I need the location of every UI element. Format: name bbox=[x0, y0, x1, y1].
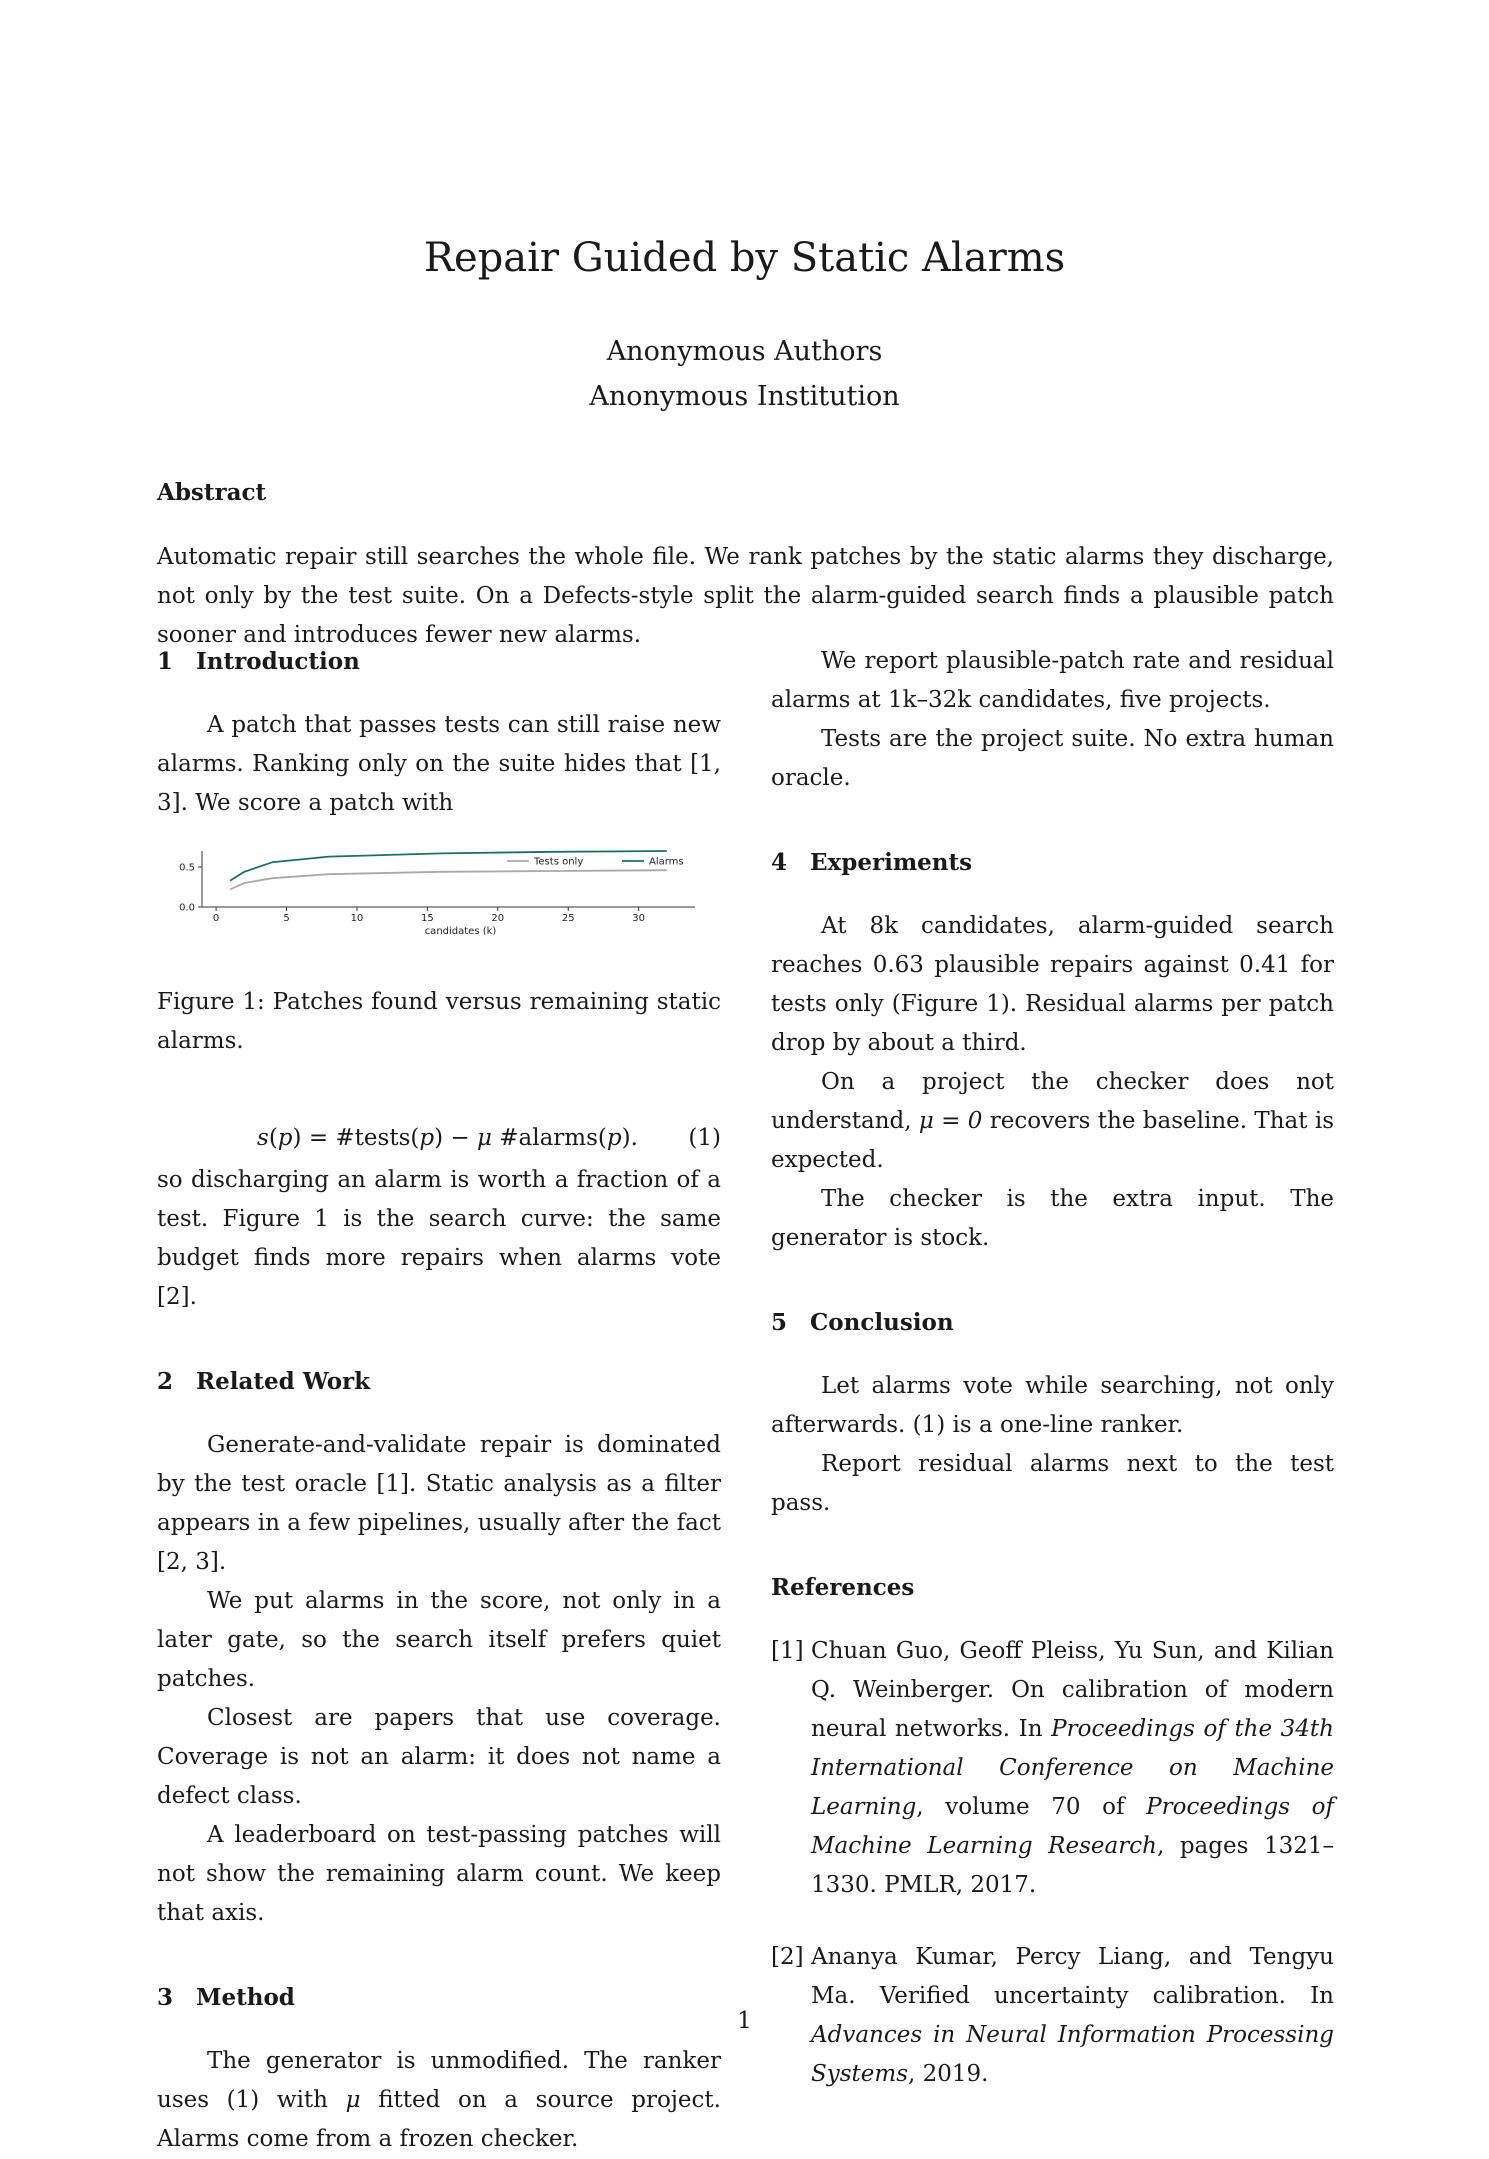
right-column bbox=[771, 642, 1334, 2094]
section-heading-introduction bbox=[157, 642, 721, 681]
section-title: Method bbox=[196, 1984, 295, 2011]
conclusion-paragraph-1: Let alarms vote while searching, not only afterwards. (1) is a one-line ranker. bbox=[771, 1373, 1334, 1438]
experiments-paragraph-2: On a project the checker does not understand, μ = 0 recovers the baseline. That is expected. bbox=[771, 1069, 1334, 1173]
section-number: 4 bbox=[771, 849, 788, 876]
section-title: Experiments bbox=[810, 849, 973, 876]
author-name: Anonymous Authors bbox=[606, 336, 883, 367]
intro-paragraph-1: A patch that passes tests can still raise new alarms. Ranking only on the suite hides that [1, 3]. We score a patch with bbox=[157, 712, 721, 816]
x-tick-label: 0 bbox=[212, 913, 220, 924]
x-tick-label: 15 bbox=[421, 913, 434, 924]
method-paragraph-2: We report plausible-patch rate and residual alarms at 1k–32k candidates, five projects. bbox=[771, 648, 1334, 713]
search-curve-chart bbox=[157, 845, 721, 935]
section-heading-conclusion bbox=[771, 1303, 1334, 1342]
page-number: 1 bbox=[737, 2008, 752, 2034]
equation-number: (1) bbox=[688, 1125, 721, 1151]
x-tick-label: 10 bbox=[350, 913, 364, 924]
section-heading-related-work bbox=[157, 1362, 721, 1401]
conclusion-paragraph-2: Report residual alarms next to the test pass. bbox=[771, 1451, 1334, 1516]
related-paragraph-1: Generate-and-validate repair is dominated by the test oracle [1]. Static analysis as a filter appears in a few pipelines, usually after the fact [2, 3]. bbox=[157, 1432, 721, 1575]
experiments-paragraph-3: The checker is the extra input. The generator is stock. bbox=[771, 1186, 1334, 1251]
x-tick-label: 30 bbox=[632, 913, 646, 924]
y-tick-label: 0.5 bbox=[179, 862, 195, 874]
abstract-heading: Abstract bbox=[157, 479, 267, 506]
x-tick-label: 25 bbox=[561, 913, 575, 924]
reference-item: [2] Ananya Kumar, Percy Liang, and Tengyu Ma. Verified uncertainty calibration. In Advances in Neural Information Processing Systems, 2019. bbox=[771, 1938, 1334, 2094]
related-paragraph-3: Closest are papers that use coverage. Coverage is not an alarm: it does not name a defect class. bbox=[157, 1705, 721, 1809]
section-heading-experiments bbox=[771, 843, 1334, 882]
section-title: Conclusion bbox=[810, 1309, 954, 1336]
experiments-paragraph-1: At 8k candidates, alarm-guided search reaches 0.63 plausible repairs against 0.41 for tests only (Figure 1). Residual alarms per patch drop by about a third. bbox=[771, 913, 1334, 1056]
section-title: Related Work bbox=[196, 1368, 371, 1395]
method-paragraph-3: Tests are the project suite. No extra human oracle. bbox=[771, 726, 1334, 791]
related-paragraph-2: We put alarms in the score, not only in a later gate, so the search itself prefers quiet patches. bbox=[157, 1588, 721, 1692]
legend-entry: Tests only bbox=[534, 856, 584, 868]
paper-title: Repair Guided by Static Alarms bbox=[423, 235, 1066, 281]
section-number: 1 bbox=[157, 648, 174, 675]
section-number: 2 bbox=[157, 1368, 174, 1395]
left-column bbox=[157, 642, 721, 2159]
figure-caption: Figure 1: Patches found versus remaining static alarms. bbox=[157, 989, 721, 1054]
reference-label: [1] bbox=[771, 1638, 804, 1664]
method-paragraph-1: The generator is unmodified. The ranker uses (1) with μ fitted on a source project. Alarms come from a frozen checker. bbox=[157, 2048, 721, 2152]
figure-1 bbox=[157, 845, 721, 935]
reference-item: [1] Chuan Guo, Geoff Pleiss, Yu Sun, and Kilian Q. Weinberger. On calibration of modern neural networks. In Proceedings of the 34th International Conference on Machine Learning, volume 70 of Proceedings of Machine Learning Research, pages 1321–1330. PMLR, 2017. bbox=[771, 1632, 1334, 1905]
x-tick-label: 20 bbox=[491, 913, 505, 924]
reference-label: [2] bbox=[771, 1944, 804, 1970]
section-number: 5 bbox=[771, 1309, 788, 1336]
related-paragraph-4: A leaderboard on test-passing patches will not show the remaining alarm count. We keep that axis. bbox=[157, 1822, 721, 1926]
series-line-tests-only bbox=[230, 870, 667, 889]
legend-entry: Alarms bbox=[649, 856, 684, 868]
references-heading: References bbox=[771, 1574, 915, 1601]
section-number: 3 bbox=[157, 1984, 174, 2011]
x-axis-label: candidates (k) bbox=[424, 926, 497, 935]
intro-paragraph-2: so discharging an alarm is worth a fraction of a test. Figure 1 is the search curve: the same budget finds more repairs when alarms vote [2]. bbox=[157, 1167, 721, 1310]
abstract-text: Automatic repair still searches the whole file. We rank patches by the static alarms they discharge, not only by the test suite. On a Defects-style split the alarm-guided search finds a plausible patch sooner and introduces fewer new alarms. bbox=[157, 544, 1334, 648]
section-title: Introduction bbox=[196, 648, 360, 675]
equation-formula: s(p) = #tests(p) − μ #alarms(p). bbox=[257, 1125, 638, 1151]
author-institution: Anonymous Institution bbox=[589, 381, 900, 412]
y-tick-label: 0.0 bbox=[179, 902, 195, 914]
x-tick-label: 5 bbox=[283, 913, 290, 924]
equation-1 bbox=[157, 1119, 721, 1158]
